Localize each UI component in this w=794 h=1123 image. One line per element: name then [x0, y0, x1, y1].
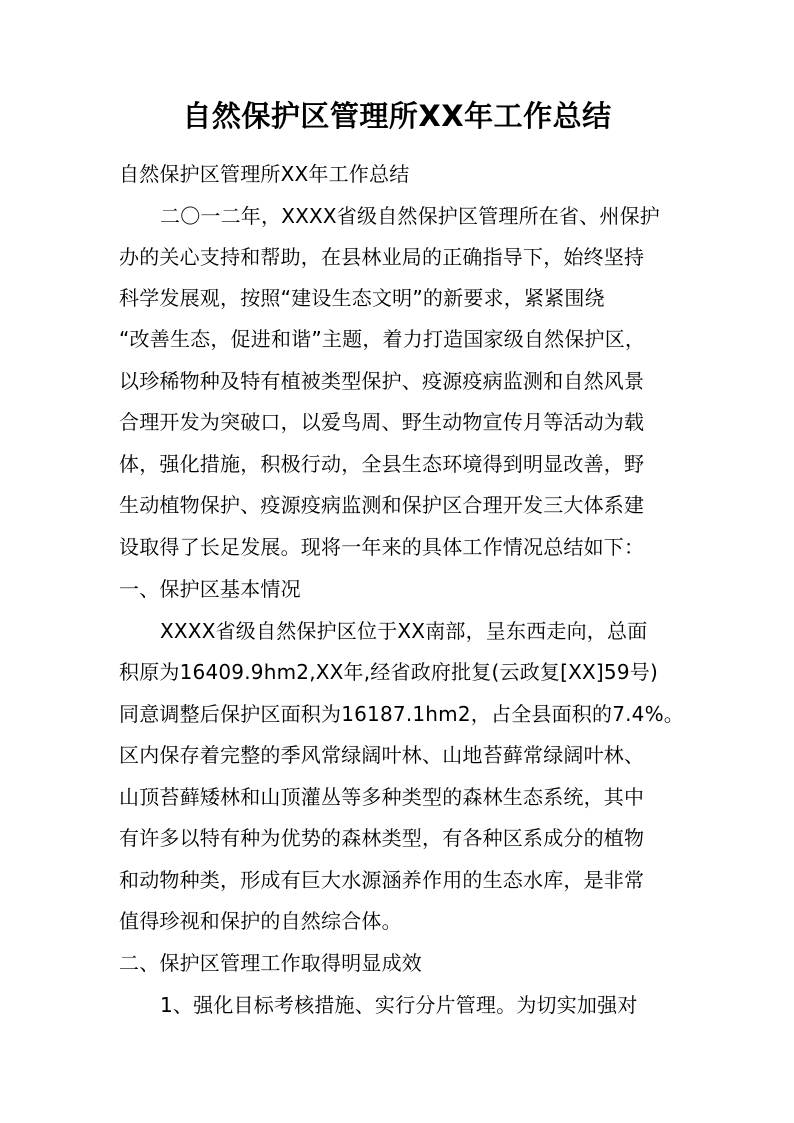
paragraph-line: 设取得了长足发展。现将一年来的具体工作情况总结如下：: [119, 535, 645, 559]
paragraph-line: 办的关心支持和帮助，在县林业局的正确指导下，始终坚持: [119, 245, 645, 269]
document-title: 自然保护区管理所XX年工作总结: [182, 99, 612, 133]
paragraph-line: 以珍稀物种及特有植被类型保护、疫源疫病监测和自然风景: [119, 369, 645, 393]
paragraph-line: 科学发展观，按照“建设生态文明”的新要求，紧紧围绕: [119, 286, 605, 310]
paragraph-line: 二〇一二年，XXXX省级自然保护区管理所在省、州保护: [160, 204, 661, 228]
paragraph-line: 值得珍视和保护的自然综合体。: [119, 909, 402, 933]
subtitle-line: 自然保护区管理所XX年工作总结: [119, 162, 410, 186]
paragraph-line: 积原为16409.9hm2,XX年,经省政府批复(云政复[XX]59号): [119, 660, 658, 684]
paragraph-line: 1、强化目标考核措施、实行分片管理。为切实加强对: [160, 993, 638, 1017]
section-heading: 二、保护区管理工作取得明显成效: [119, 951, 422, 975]
section-heading: 一、保护区基本情况: [119, 577, 301, 601]
paragraph-line: 有许多以特有种为优势的森林类型，有各种区系成分的植物: [119, 826, 645, 850]
paragraph-line: “改善生态，促进和谐”主题，着力打造国家级自然保护区，: [119, 327, 646, 351]
paragraph-line: 区内保存着完整的季风常绿阔叶林、山地苔藓常绿阔叶林、: [119, 743, 645, 767]
paragraph-line: 山顶苔藓矮林和山顶灌丛等多种类型的森林生态系统，其中: [119, 785, 645, 809]
paragraph-line: XXXX省级自然保护区位于XX南部，呈东西走向，总面: [160, 619, 648, 643]
paragraph-line: 和动物种类，形成有巨大水源涵养作用的生态水库，是非常: [119, 868, 645, 892]
paragraph-line: 合理开发为突破口，以爱鸟周、野生动物宣传月等活动为载: [119, 410, 645, 434]
paragraph-line: 生动植物保护、疫源疫病监测和保护区合理开发三大体系建: [119, 493, 645, 517]
paragraph-line: 体，强化措施，积极行动，全县生态环境得到明显改善，野: [119, 452, 645, 476]
paragraph-line: 同意调整后保护区面积为16187.1hm2，占全县面积的7.4%。: [119, 702, 684, 726]
